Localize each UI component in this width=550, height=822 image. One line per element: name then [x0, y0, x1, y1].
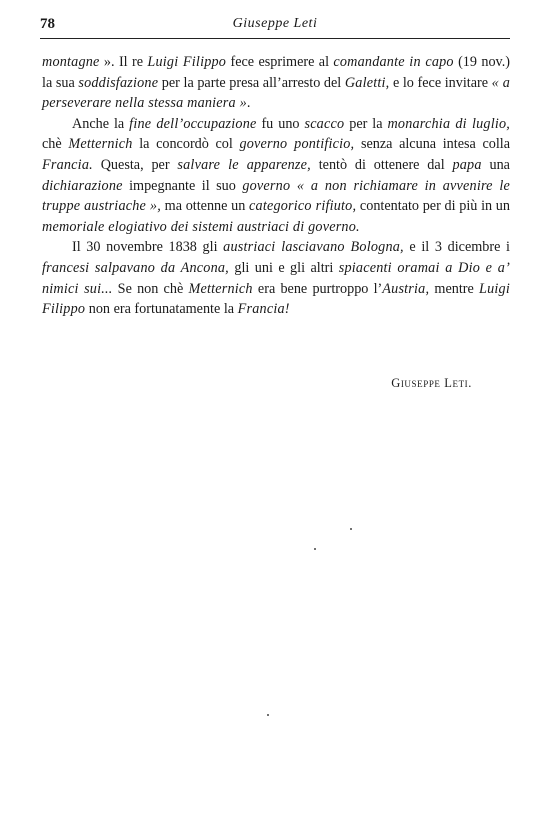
text-segment: Anche la [72, 115, 130, 132]
text-segment: e lo fece invitare [389, 74, 492, 91]
italic-segment: monarchia di luglio, [387, 115, 511, 132]
italic-segment: Francia! [237, 301, 290, 318]
italic-segment: governo « a non richiamare in avvenire le truppe austriache », [42, 177, 510, 215]
italic-segment: papa [452, 156, 482, 173]
italic-segment: soddisfazione [78, 74, 159, 91]
text-segment: gli uni e gli altri [228, 259, 339, 276]
text-segment: Questa, per [92, 156, 178, 173]
text-segment: ma ottenne un [160, 198, 250, 215]
print-speck [314, 548, 316, 550]
italic-segment: Luigi Filippo [147, 54, 227, 70]
italic-segment: spiacenti oramai a Dio e a’ nimici sui... [42, 259, 510, 297]
text-segment: fece esprimere al [226, 54, 334, 70]
text-segment: e il 3 dicembre i [403, 239, 510, 256]
italic-segment: Metternich [68, 136, 133, 153]
italic-segment: « a perseverare nella stessa maniera » [42, 74, 511, 112]
text-segment: era bene purtroppo l’ [252, 280, 383, 297]
text-segment: impegnante il suo [122, 177, 243, 194]
paragraph [42, 114, 510, 238]
italic-segment: Galetti, [344, 74, 390, 91]
paragraph [42, 237, 510, 319]
italic-segment: dichiarazione [42, 177, 123, 194]
body-text [42, 52, 510, 320]
italic-segment: comandante in capo [333, 54, 454, 70]
italic-segment: Metternich [188, 280, 253, 297]
italic-segment: fine dell’occupazione [129, 115, 257, 132]
italic-segment: Francia. [42, 156, 93, 173]
print-speck [267, 714, 269, 716]
running-title: Giuseppe Leti [232, 16, 318, 31]
text-segment: tentò di ottenere dal [310, 156, 453, 173]
header-rule [40, 38, 510, 39]
italic-segment: Austria, [382, 280, 430, 297]
text-segment: Il 30 novembre 1838 gli [72, 239, 224, 256]
text-segment: . [246, 95, 251, 112]
text-segment: per la parte presa all’arresto del [158, 74, 345, 91]
text-segment: chè [42, 136, 69, 153]
text-segment: contentato per di più in un [356, 198, 510, 215]
signature: Giuseppe Leti. [391, 376, 472, 390]
text-segment: (19 nov.) la sua [42, 54, 510, 91]
text-segment: mentre [429, 280, 480, 297]
italic-segment: austriaci lasciavano Bologna, [223, 239, 404, 256]
italic-segment: categorico rifiuto, [249, 198, 357, 215]
italic-segment: francesi salpavano da Ancona, [42, 259, 229, 276]
text-segment: non era fortunatamente la [85, 301, 238, 318]
paragraph [42, 52, 510, 114]
text-segment: per la [344, 115, 388, 132]
italic-segment: Luigi Filippo [42, 280, 510, 318]
text-segment: Se non chè [112, 280, 189, 297]
page-header [40, 14, 510, 36]
page-number: 78 [40, 16, 55, 32]
italic-segment: salvare le apparenze, [177, 156, 311, 173]
print-speck [350, 528, 352, 530]
text-segment: una [481, 156, 510, 173]
italic-segment: governo pontificio, [239, 136, 355, 153]
italic-segment: memoriale elogiativo dei sistemi austriaci di governo. [42, 218, 360, 235]
italic-segment: montagne [42, 54, 100, 70]
text-segment: la concordò col [132, 136, 240, 153]
text-segment: ». Il re [99, 54, 148, 70]
italic-segment: scacco [304, 115, 345, 132]
text-segment: fu uno [256, 115, 305, 132]
text-segment: senza alcuna intesa colla [354, 136, 511, 153]
